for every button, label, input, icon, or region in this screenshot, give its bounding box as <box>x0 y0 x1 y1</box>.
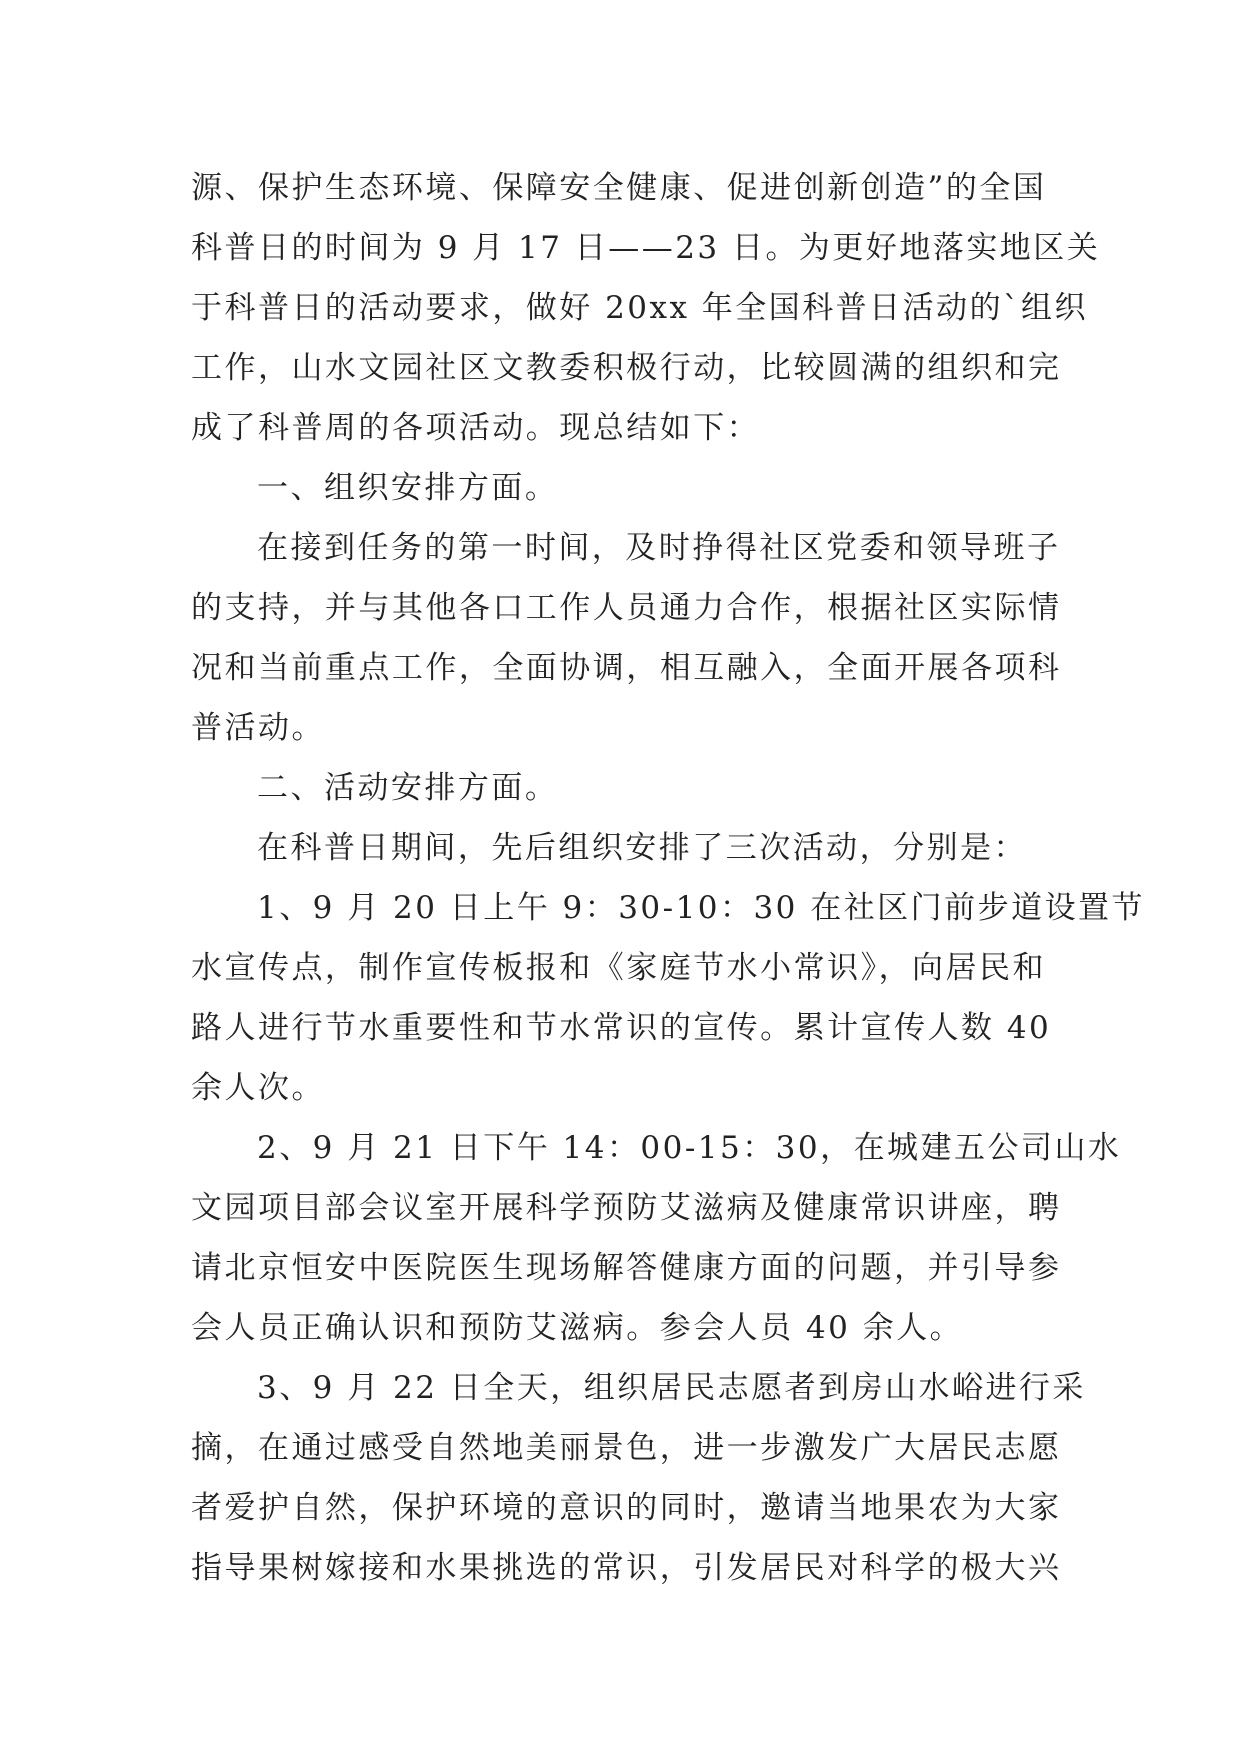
list-item-1-line: 1、9 月 20 日上午 9：30-10：30 在社区门前步道设置节 <box>257 890 1146 926</box>
text-line: 普活动。 <box>191 710 325 746</box>
text-line: 于科普日的活动要求，做好 20xx 年全国科普日活动的`组织 <box>191 290 1089 326</box>
text-line: 科普日的时间为 9 月 17 日——23 日。为更好地落实地区关 <box>191 230 1101 266</box>
document-body <box>191 158 1146 1598</box>
text-line: 工作，山水文园社区文教委积极行动，比较圆满的组织和完 <box>191 350 1062 386</box>
text-line: 成了科普周的各项活动。现总结如下： <box>191 410 761 446</box>
list-item-2-line: 2、9 月 21 日下午 14：00-15：30，在城建五公司山水 <box>257 1130 1122 1166</box>
list-item-2-line: 文园项目部会议室开展科学预防艾滋病及健康常识讲座，聘 <box>191 1190 1062 1226</box>
text-line: 况和当前重点工作，全面协调，相互融入，全面开展各项科 <box>191 650 1062 686</box>
list-item-3-line: 摘，在通过感受自然地美丽景色，进一步激发广大居民志愿 <box>191 1430 1062 1466</box>
list-item-1-line: 路人进行节水重要性和节水常识的宣传。累计宣传人数 40 <box>191 1010 1052 1046</box>
list-item-3-line: 指导果树嫁接和水果挑选的常识，引发居民对科学的极大兴 <box>191 1550 1062 1586</box>
list-item-3-line: 者爱护自然，保护环境的意识的同时，邀请当地果农为大家 <box>191 1490 1062 1526</box>
list-item-3-line: 3、9 月 22 日全天，组织居民志愿者到房山水峪进行采 <box>257 1370 1086 1406</box>
text-line: 在科普日期间，先后组织安排了三次活动，分别是： <box>257 830 1028 866</box>
text-line: 的支持，并与其他各口工作人员通力合作，根据社区实际情 <box>191 590 1062 626</box>
section-heading: 二、活动安排方面。 <box>257 770 559 806</box>
list-item-2-line: 请北京恒安中医院医生现场解答健康方面的问题，并引导参 <box>191 1250 1062 1286</box>
section-heading: 一、组织安排方面。 <box>257 470 559 506</box>
list-item-2-line: 会人员正确认识和预防艾滋病。参会人员 40 余人。 <box>191 1310 964 1346</box>
text-line: 在接到任务的第一时间，及时挣得社区党委和领导班子 <box>257 530 1061 566</box>
list-item-1-line: 水宣传点，制作宣传板报和《家庭节水小常识》，向居民和 <box>191 950 1046 986</box>
list-item-1-line: 余人次。 <box>191 1070 325 1106</box>
text-line: 源、保护生态环境、保障安全健康、促进创新创造”的全国 <box>191 170 1047 206</box>
